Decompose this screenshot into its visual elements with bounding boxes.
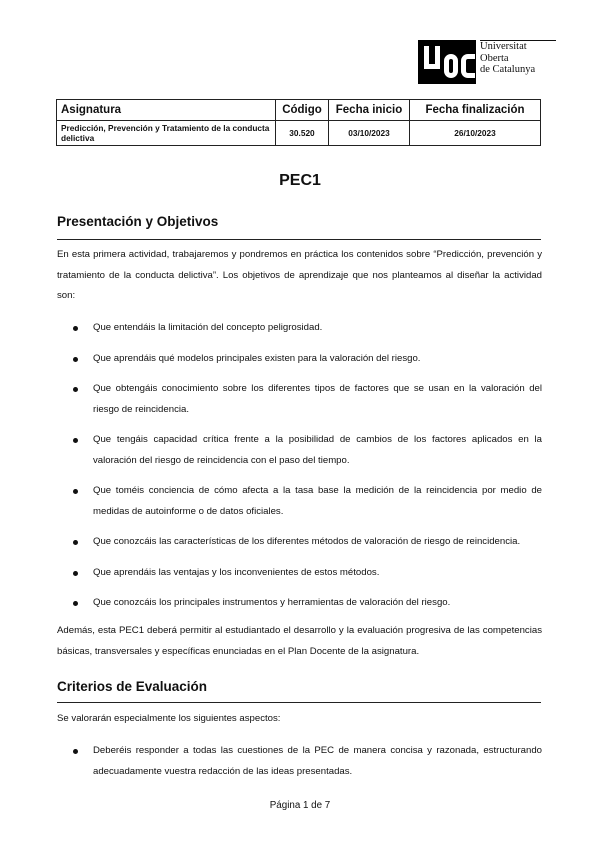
- header-fecha-finalizacion: Fecha finalización: [410, 100, 541, 121]
- section-heading-objetivos: Presentación y Objetivos: [57, 214, 219, 229]
- course-info-table: [56, 99, 541, 146]
- header-fecha-inicio: Fecha inicio: [329, 100, 410, 121]
- cell-fecha-finalizacion: 26/10/2023: [410, 121, 541, 146]
- list-item: Que aprendáis las ventajas y los inconvenientes de estos métodos.: [57, 563, 542, 584]
- logo-line-3: de Catalunya: [480, 64, 536, 75]
- uoc-logo-mark: [418, 40, 476, 84]
- bullet-icon: [73, 601, 78, 606]
- list-item: Que entendáis la limitación del concepto peligrosidad.: [57, 318, 542, 339]
- intro-paragraph: En esta primera actividad, trabajaremos y pondremos en práctica los contenidos sobre “Predicción, prevención y tratamiento de la conducta delictiva”. Los objetivos de aprendizaje que nos planteamos al diseñar la actividad son:: [57, 249, 542, 301]
- bullet-icon: [73, 571, 78, 576]
- cell-asignatura: Predicción, Prevención y Tratamiento de la conducta delictiva: [57, 121, 276, 146]
- bullet-icon: [73, 357, 78, 362]
- bullet-icon: [73, 540, 78, 545]
- list-item: Que conozcáis las características de los diferentes métodos de valoración de riesgo de reincidencia.: [57, 532, 542, 553]
- logo-text: [480, 41, 535, 76]
- cell-fecha-inicio: 03/10/2023: [329, 121, 410, 146]
- section-divider: [57, 239, 541, 240]
- list-item: Deberéis responder a todas las cuestiones de la PEC de manera concisa y razonada, estructurando adecuadamente vuestra redacción de las ideas presentadas.: [57, 741, 542, 782]
- closing-paragraph: Además, esta PEC1 deberá permitir al estudiantado el desarrollo y la evaluación progresiva de las competencias básicas, transversales y específicas enunciadas en el Plan Docente de la asignatura.: [57, 625, 542, 657]
- bullet-icon: [73, 749, 78, 754]
- page-number: Página 1 de 7: [269, 800, 331, 811]
- table-row: [57, 121, 541, 146]
- bullet-icon: [73, 438, 78, 443]
- criteria-list: [57, 741, 542, 782]
- bullet-icon: [73, 387, 78, 392]
- list-item: Que obtengáis conocimiento sobre los diferentes tipos de factores que se usan en la valoración del riesgo de reincidencia.: [57, 379, 542, 420]
- page-title: PEC1: [279, 172, 321, 189]
- section-divider: [57, 702, 541, 703]
- bullet-icon: [73, 489, 78, 494]
- header-asignatura: Asignatura: [57, 100, 276, 121]
- list-item: Que aprendáis qué modelos principales existen para la valoración del riesgo.: [57, 349, 542, 370]
- list-item: Que toméis conciencia de cómo afecta a la tasa base la medición de la reincidencia por medio de medidas de autoinforme o de datos oficiales.: [57, 481, 542, 522]
- cell-codigo: 30.520: [276, 121, 329, 146]
- header-codigo: Código: [276, 100, 329, 121]
- logo-line-2: Oberta: [480, 52, 509, 64]
- list-item: Que tengáis capacidad crítica frente a la posibilidad de cambios de los factores aplicados en la valoración del riesgo de reincidencia con el paso del tiempo.: [57, 430, 542, 471]
- objectives-list: [57, 318, 542, 614]
- list-item: Que conozcáis los principales instrumentos y herramientas de valoración del riesgo.: [57, 593, 542, 614]
- criteria-intro: Se valorarán especialmente los siguientes aspectos:: [57, 713, 281, 724]
- logo-line-1: Universitat: [480, 41, 527, 52]
- section-heading-criterios: Criterios de Evaluación: [57, 679, 208, 694]
- uoc-logo: [418, 40, 538, 84]
- bullet-icon: [73, 326, 78, 331]
- table-header-row: [57, 100, 541, 121]
